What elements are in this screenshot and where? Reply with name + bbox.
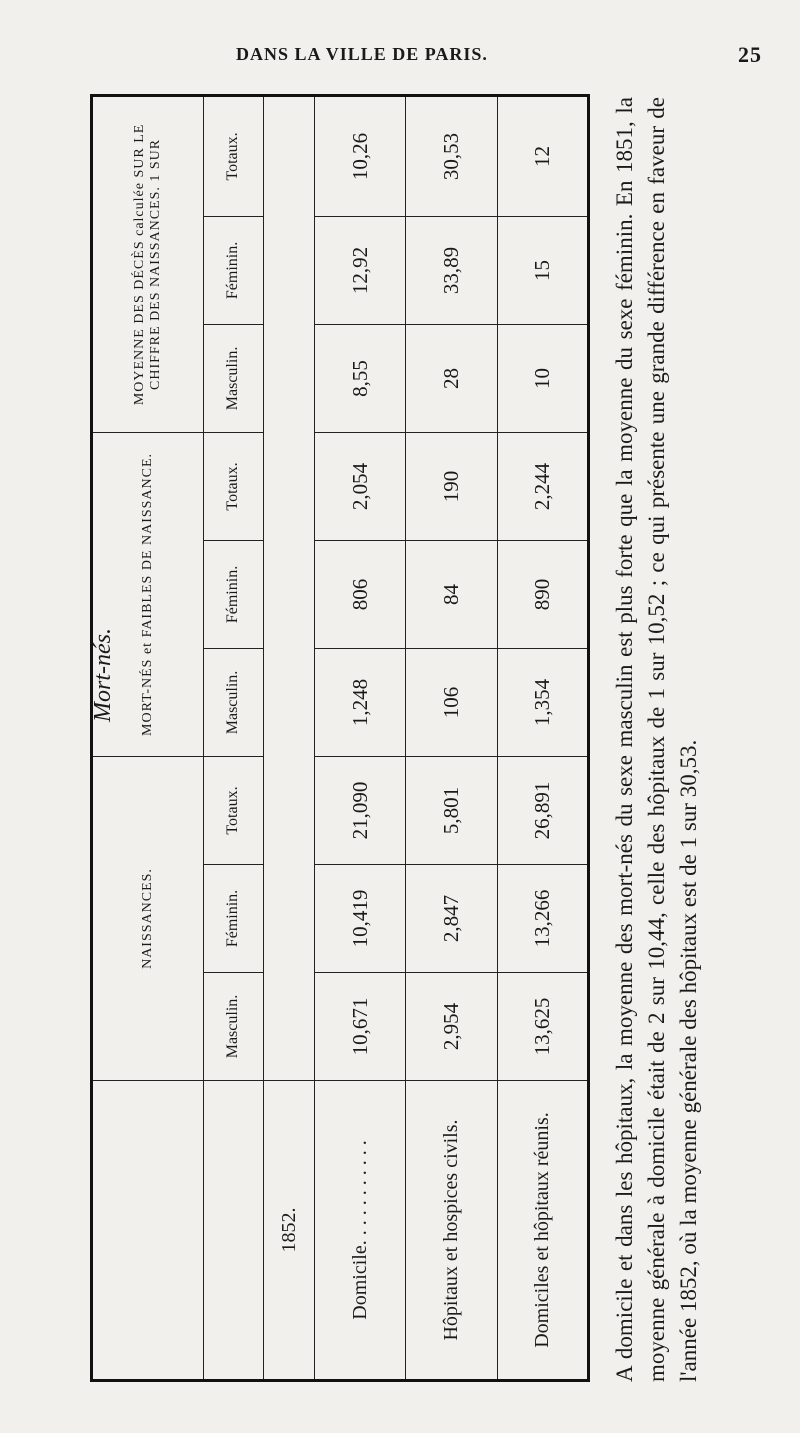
- table-cell: 2,244: [497, 432, 588, 540]
- table-cell: 890: [497, 540, 588, 648]
- table-row: [497, 95, 588, 1380]
- year-label: 1852.: [264, 1081, 315, 1381]
- table-cell: 15: [497, 216, 588, 324]
- table-cell: 1,248: [315, 648, 406, 756]
- subheader-totaux: Totaux.: [203, 95, 264, 216]
- table-cell: 13,625: [497, 973, 588, 1081]
- table-cell: 10: [497, 324, 588, 432]
- table-cell: 806: [315, 540, 406, 648]
- subheader-spacer: [203, 1081, 264, 1381]
- corner-cell: [92, 1081, 204, 1381]
- running-head: DANS LA VILLE DE PARIS.: [236, 44, 488, 64]
- paragraph-text: A domicile et dans les hôpitaux, la moyenne des mort-nés du sexe masculin est plus forte que la moyenne du sexe féminin. En 1851, la moyenne générale à domicile était de 2 sur 10,44, celle des hôpitaux de 1 sur 10,52 ; ce qui présente une grande différence en faveur de l'année 1852, où la moyenne générale des hôpitaux est de 1 sur 30,53.: [612, 97, 701, 1382]
- group-header-mortnes: MORT-NÉS et FAIBLES DE NAISSANCE.: [92, 432, 204, 756]
- table-cell: 2,847: [406, 865, 497, 973]
- table-cell: 10,419: [315, 865, 406, 973]
- table-cell: 5,801: [406, 756, 497, 864]
- subheader-feminin: Féminin.: [203, 216, 264, 324]
- table-cell: 10,26: [315, 95, 406, 216]
- table-cell: 2,054: [315, 432, 406, 540]
- table-cell: 84: [406, 540, 497, 648]
- statistics-table: [90, 94, 590, 1382]
- table-cell: 12,92: [315, 216, 406, 324]
- table-cell: 1,354: [497, 648, 588, 756]
- subheader-masculin: Masculin.: [203, 324, 264, 432]
- table-cell: 26,891: [497, 756, 588, 864]
- subheader-masculin: Masculin.: [203, 648, 264, 756]
- table-cell: 21,090: [315, 756, 406, 864]
- row-label: Domiciles et hôpitaux réunis.: [497, 1081, 588, 1381]
- subheader-feminin: Féminin.: [203, 865, 264, 973]
- body-paragraph: [609, 97, 705, 1382]
- table-cell: 13,266: [497, 865, 588, 973]
- table-cell: 33,89: [406, 216, 497, 324]
- table-cell: 10,671: [315, 973, 406, 1081]
- table-row: [406, 95, 497, 1380]
- table-caption: Mort-nés.: [90, 628, 116, 722]
- row-label: Hôpitaux et hospices civils.: [406, 1081, 497, 1381]
- group-header-naissances: NAISSANCES.: [92, 756, 204, 1080]
- subheader-feminin: Féminin.: [203, 540, 264, 648]
- subheader-totaux: Totaux.: [203, 756, 264, 864]
- group-header-moyenne: MOYENNE DES DÉCÈS calculée SUR LE CHIFFRE DES NAISSANCES. 1 SUR: [92, 95, 204, 432]
- table-cell: 8,55: [315, 324, 406, 432]
- rotated-content: [84, 92, 701, 1382]
- subheader-masculin: Masculin.: [203, 973, 264, 1081]
- table-cell: 30,53: [406, 95, 497, 216]
- table-cell: 28: [406, 324, 497, 432]
- page-number: 25: [738, 42, 762, 67]
- table-cell: 12: [497, 95, 588, 216]
- table-row: [315, 95, 406, 1380]
- table-cell: 2,954: [406, 973, 497, 1081]
- row-label: Domicile. . . . . . . . . . .: [315, 1081, 406, 1381]
- subheader-totaux: Totaux.: [203, 432, 264, 540]
- year-spacer: [264, 95, 315, 1080]
- table-cell: 190: [406, 432, 497, 540]
- table-cell: 106: [406, 648, 497, 756]
